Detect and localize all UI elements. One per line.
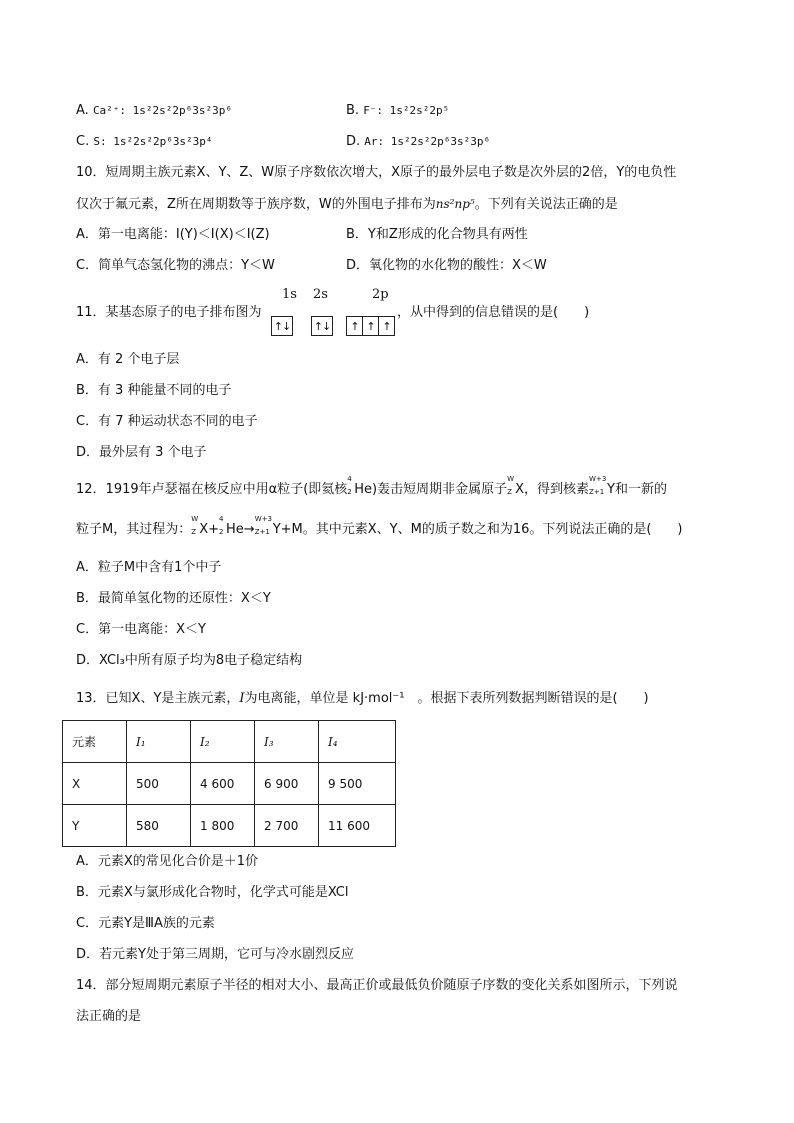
q11-stem-a: 11．某基态原子的电子排布图为 [76, 305, 262, 320]
q10-option-c: C．简单气态氢化物的沸点：Y＜W [76, 258, 275, 273]
orbital-2p-box [346, 316, 394, 336]
x-nuclide: W Z [507, 474, 515, 496]
table-header-cell: I₁ [127, 721, 191, 763]
q13-option-c: C．元素Y是ⅢA族的元素 [76, 916, 215, 931]
q14-stem-line1: 14．部分短周期元素原子半径的相对大小、最高正价或最低负价随原子序数的变化关系如图所示，下列说 [76, 978, 678, 993]
q12-stem-line1: 12．1919年卢瑟福在核反应中用α粒子(即氦核 4 2 He)轰击短周期非金属原子 W Z X，得到核素 W+3 Z+1 Y和一新的 [76, 474, 667, 497]
q9-option-c: C. S: 1s²2s²2p⁶3s²3p⁴ [76, 134, 213, 149]
q11-option-b: B．有 3 种能量不同的电子 [76, 383, 232, 398]
q12-option-c: C．第一电离能：X＜Y [76, 622, 206, 637]
table-header-cell: I₃ [255, 721, 319, 763]
q13-option-b: B．元素X与氯形成化合物时，化学式可能是XCl [76, 885, 349, 900]
orbital-1s-box [271, 316, 292, 336]
x-nuclide-eq: W Z [191, 514, 199, 536]
helium-nuclide-eq: 4 2 [219, 514, 224, 536]
q12-option-d: D．XCl₃中所有原子均为8电子稳定结构 [76, 653, 303, 668]
q11-option-c: C．有 7 种运动状态不同的电子 [76, 414, 258, 429]
table-cell: 580 [127, 805, 191, 847]
orbital-label-2p: 2p [372, 287, 389, 302]
q9-option-d: D. Ar: 1s²2s²2p⁶3s²3p⁶ [346, 134, 491, 149]
q10-option-d: D．氧化物的水化物的酸性：X＜W [346, 258, 547, 273]
helium-nuclide: 4 2 [347, 474, 352, 496]
table-cell: 6 900 [255, 763, 319, 805]
q9-option-b: B. F⁻: 1s²2s²2p⁵ [346, 103, 450, 118]
table-row [63, 805, 396, 847]
q12-option-a: A．粒子M中含有1个中子 [76, 560, 222, 575]
q11-option-a: A．有 2 个电子层 [76, 352, 180, 367]
orbital-2p-1: ↑ [346, 316, 363, 336]
q12-stem-line2: 粒子M，其过程为： W Z X+ 4 2 He→ W+3 Z+1 Y+M。其中元素X、Y、M的质子数之和为16。下列说法正确的是( ) [76, 514, 683, 537]
ionization-energy-table [62, 720, 396, 847]
table-cell: 9 500 [319, 763, 396, 805]
q9-option-a: A. Ca²⁺: 1s²2s²2p⁶3s²3p⁶ [76, 103, 233, 118]
orbital-1s: ↑↓ [271, 316, 293, 336]
orbital-label-2s: 2s [313, 287, 328, 302]
table-cell: 500 [127, 763, 191, 805]
y-nuclide: W+3 Z+1 [589, 474, 607, 496]
table-header-cell: I₂ [191, 721, 255, 763]
q10-option-a: A．第一电离能：I(Y)＜I(X)＜I(Z) [76, 227, 270, 242]
q11-option-d: D．最外层有 3 个电子 [76, 445, 207, 460]
q13-option-d: D．若元素Y处于第三周期，它可与冷水剧烈反应 [76, 947, 354, 962]
q14-stem-line2: 法正确的是 [76, 1009, 142, 1024]
q10-stem-line1: 10．短周期主族元素X、Y、Z、W原子序数依次增大，X原子的最外层电子数是次外层的2倍，Y的电负性 [76, 165, 677, 180]
table-cell: 11 600 [319, 805, 396, 847]
table-row [63, 763, 396, 805]
y-nuclide-eq: W+3 Z+1 [254, 514, 272, 536]
table-cell: 2 700 [255, 805, 319, 847]
q13-stem: 13．已知X、Y是主族元素，I为电离能，单位是 kJ·mol⁻¹ 。根据下表所列数据判断错误的是( ) [76, 691, 649, 706]
q13-option-a: A．元素X的常见化合价是＋1价 [76, 854, 259, 869]
table-header-row [63, 721, 396, 763]
q11-stem-b: ，从中得到的信息错误的是( ) [397, 305, 590, 320]
orbital-label-1s: 1s [282, 287, 297, 302]
table-cell: X [63, 763, 127, 805]
q12-option-b: B．最简单氢化物的还原性：X＜Y [76, 591, 271, 606]
orbital-2s-box [311, 316, 332, 336]
orbital-2s: ↑↓ [311, 316, 333, 336]
table-header-cell: 元素 [63, 721, 127, 763]
orbital-2p-3: ↑ [378, 316, 395, 336]
table-cell: 4 600 [191, 763, 255, 805]
q10-stem-line2: 仅次于氟元素，Z所在周期数等于族序数，W的外围电子排布为ns²np⁵。下列有关说法正确的是 [76, 197, 618, 212]
orbital-2p-2: ↑ [362, 316, 379, 336]
table-header-cell: I₄ [319, 721, 396, 763]
table-cell: 1 800 [191, 805, 255, 847]
q10-option-b: B．Y和Z形成的化合物具有两性 [346, 227, 528, 242]
table-cell: Y [63, 805, 127, 847]
